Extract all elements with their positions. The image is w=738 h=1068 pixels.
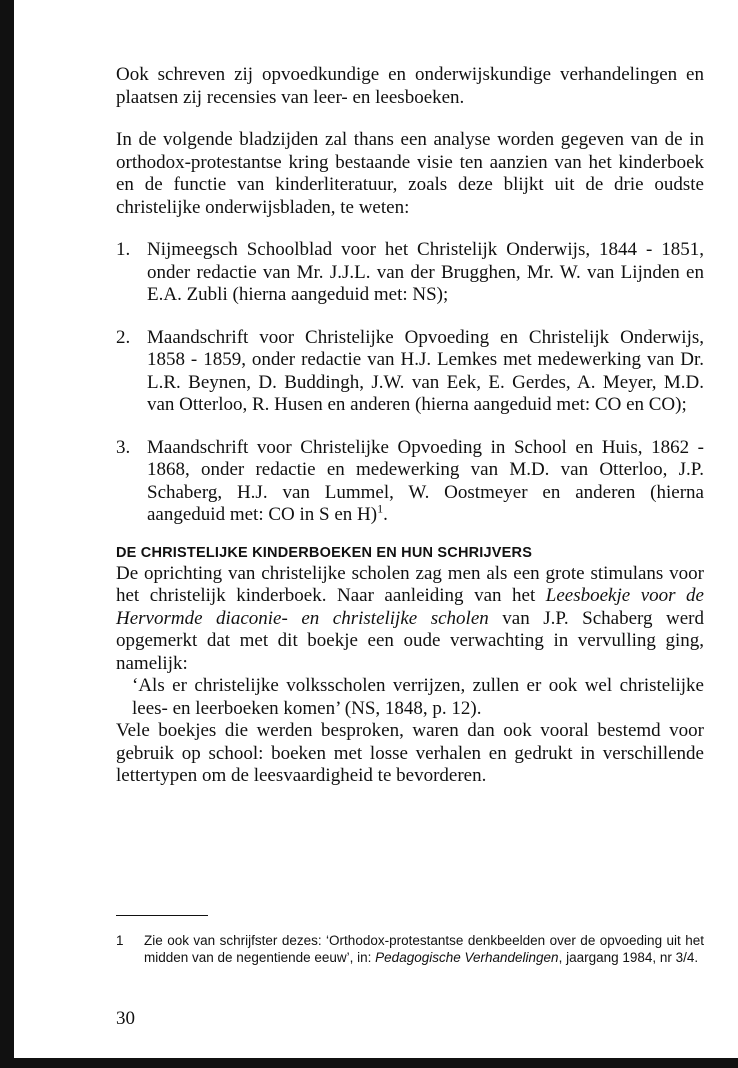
footnote-journal-title: Pedagogische Verhandelingen [375, 950, 559, 965]
book-title: Leesboekje voor de Hervormde diaconie- en christelijke scholen [116, 585, 704, 629]
list-text: Maandschrift voor Christelijke Opvoeding en Christelijk Onderwijs, 1858 - 1859, onder redactie van H.J. Lemkes met medewerking van Dr. L.R. Beynen, D. Buddingh, J.W. van Eek, E. Gerdes, A. Meyer, M.D. van Otterloo, R. Husen en anderen (hierna aangeduid met: CO en CO); [147, 326, 704, 415]
list-item [116, 437, 704, 527]
list-end-punctuation: . [383, 504, 388, 525]
section-paragraph [116, 563, 704, 676]
footnote [116, 932, 704, 966]
intro-paragraph: Ook schreven zij opvoedkundige en onderwijskundige verhandelingen en plaatsen zij recensies van leer- en leesboeken. [116, 64, 704, 108]
section-paragraph-continued: Vele boekjes die werden besproken, waren dan ook vooral bestemd voor gebruik op school: boeken met losse verhalen en gedrukt in verschillende lettertypen om de leesvaardigheid te bevorderen. [116, 720, 704, 786]
footnote-text [144, 932, 704, 966]
list-number: 3. [116, 436, 131, 458]
list-text: Maandschrift voor Christelijke Opvoeding in School en Huis, 1862 - 1868, onder redactie en medewerking van M.D. van Otterloo, J.P. Schaberg, H.J. van Lummel, W. Oostmeyer en anderen (hierna aangeduid met: CO in S en H) [147, 436, 704, 525]
page-body [116, 64, 704, 788]
footnote-text-after: , jaargang 1984, nr 3/4. [558, 950, 699, 965]
footnote-text-before: Zie ook van schrijfster dezes: ‘Orthodox-protestantse denkbeelden over de opvoeding uit het midden van de negentiende eeuw’, in: [144, 933, 704, 965]
footnote-number: 1 [116, 933, 124, 948]
analysis-paragraph: In de volgende bladzijden zal thans een analyse worden gegeven van de in orthodox-protestantse kring bestaande visie ten aanzien van het kinderboek en de functie van kinderliteratuur, zoals deze blijkt uit de drie oudste christelijke onderwijsbladen, te weten: [116, 129, 704, 218]
footnote-reference[interactable]: 1 [377, 501, 384, 516]
bottom-edge-bar [0, 1058, 738, 1068]
list-item [116, 239, 704, 307]
footnote-divider [116, 915, 208, 916]
left-edge-bar [0, 0, 14, 1068]
section-text-1: De oprichting van christelijke scholen zag men als een grote stimulans voor het christelijk kinderboek. Naar aanleiding van het [116, 562, 704, 606]
list-number: 1. [116, 239, 131, 260]
list-text: Nijmeegsch Schoolblad voor het Christelijk Onderwijs, 1844 - 1851, onder redactie van Mr. J.J.L. van der Brugghen, Mr. W. van Lijnden en E.A. Zubli (hierna aangeduid met: NS); [147, 239, 704, 305]
block-quote: ‘Als er christelijke volksscholen verrijzen, zullen er ook wel christelijke lees- en leerboeken komen’ (NS, 1848, p. 12). [132, 675, 704, 719]
section-text-2: van J.P. Schaberg werd opgemerkt dat met dit boekje een oude verwachting in vervulling ging, namelijk: [116, 607, 705, 674]
list-number: 2. [116, 326, 131, 348]
list-text-wrapper [147, 437, 704, 527]
list-item [116, 327, 704, 417]
section-heading: DE CHRISTELIJKE KINDERBOEKEN EN HUN SCHRIJVERS [116, 544, 533, 561]
page-number: 30 [116, 1008, 135, 1029]
